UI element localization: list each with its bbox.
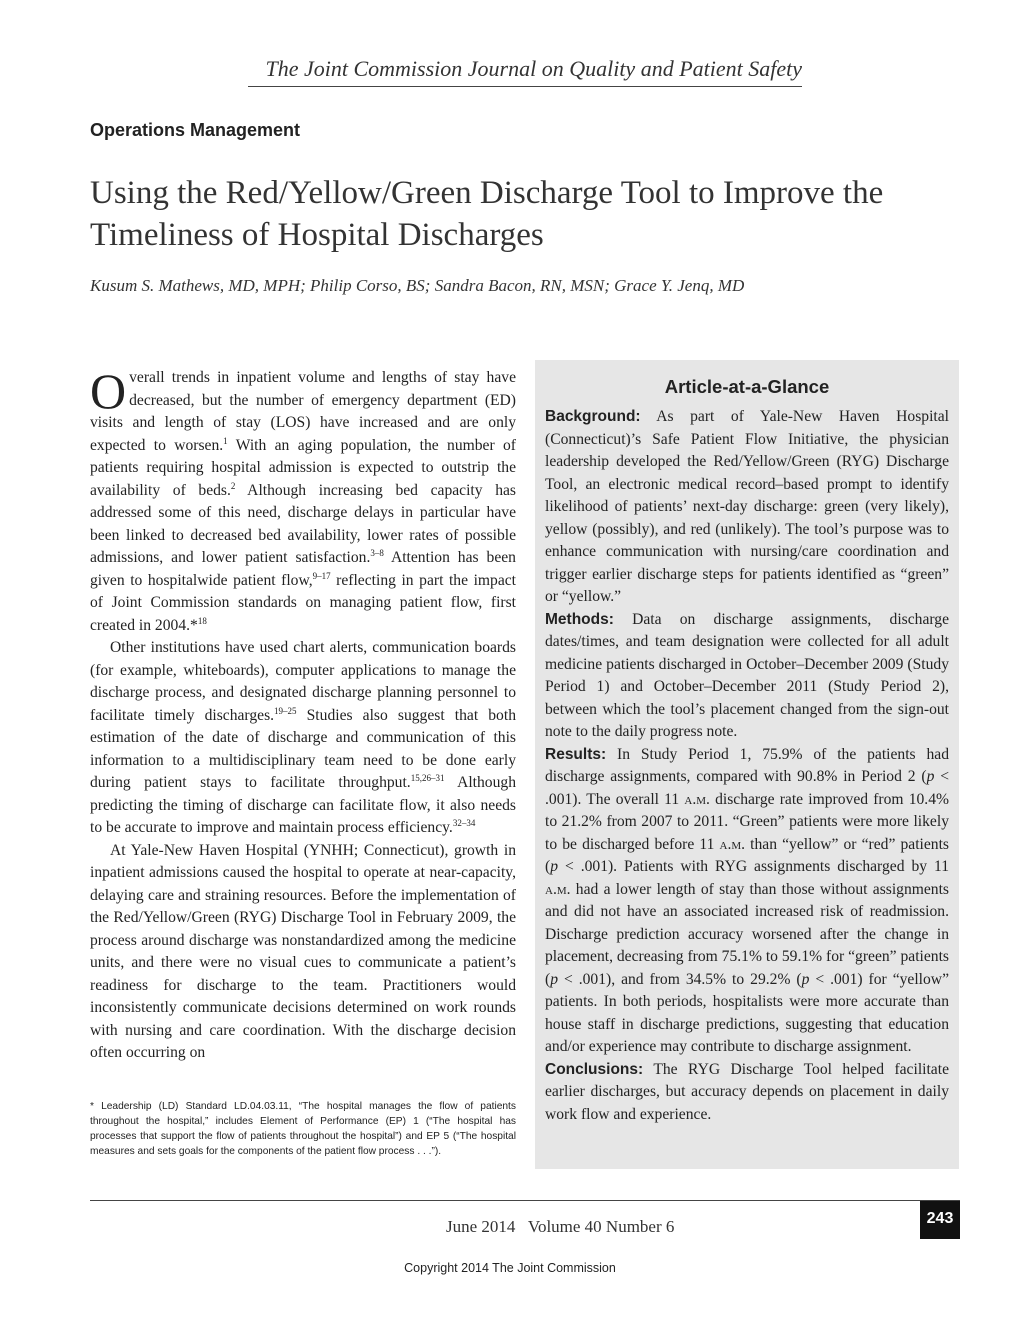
citation: 32–34 bbox=[452, 818, 476, 828]
page-number: 243 bbox=[920, 1201, 960, 1239]
time-abbrev: a.m. bbox=[719, 835, 746, 853]
glance-results bbox=[545, 744, 949, 1059]
drop-cap: O bbox=[90, 363, 127, 419]
citation: 18 bbox=[197, 615, 207, 626]
text-run: Data on discharge assignments, discharge dates/times, and team designation were collected for all adult medicine patients discharged in October–December 2009 (Study Period 1) and October–December 2011 (Study Period 2), between which the tool’s placement changed from the sign-out note to the daily progress note. bbox=[545, 610, 949, 740]
p-value-symbol: p bbox=[550, 858, 558, 875]
text-run: than “yellow” or “red” patients ( bbox=[545, 835, 949, 875]
background-label: Background: bbox=[545, 408, 641, 425]
text-run: < .001), and from 34.5% to 29.2% ( bbox=[558, 970, 802, 988]
journal-title: The Joint Commission Journal on Quality and Patient Safety bbox=[265, 56, 802, 81]
text-run: < .001). The overall 11 bbox=[545, 768, 949, 808]
methods-label: Methods: bbox=[545, 610, 614, 628]
conclusions-label: Conclusions: bbox=[545, 1060, 644, 1078]
p-value-symbol: p bbox=[550, 970, 558, 988]
p-value-symbol: p bbox=[801, 970, 810, 988]
time-abbrev: a.m. bbox=[684, 790, 710, 808]
text-run: Other institutions have used chart alerts, communication boards (for example, whiteboards), computer applications to manage the discharge process, and designated discharge planning personnel to facilitate timely discharges. bbox=[90, 639, 516, 724]
text-run: Although increasing bed capacity has addressed some of this need, discharge delays in particular have been linked to decreased bed availability, lower rates of possible admissions, and lower patient satisfaction. bbox=[90, 481, 516, 566]
body-column bbox=[90, 363, 516, 1065]
citation: 1 bbox=[223, 435, 228, 446]
text-run: had a lower length of stay than those without assignments and did not have an associated increased risk of readmission. Discharge prediction accuracy worsened after the change in placement, decreasing from 75.1% to 59.1% for “green” patients ( bbox=[545, 880, 949, 988]
footer-rule bbox=[90, 1200, 960, 1201]
glance-methods bbox=[545, 609, 949, 744]
author-list: Kusum S. Mathews, MD, MPH; Philip Corso, BS; Sandra Bacon, RN, MSN; Grace Y. Jenq, MD bbox=[90, 276, 745, 295]
glance-background bbox=[545, 406, 949, 609]
results-label: Results: bbox=[545, 745, 607, 763]
glance-title: Article-at-a-Glance bbox=[664, 376, 830, 397]
text-run: The RYG Discharge Tool helped facilitate earlier discharges, but accuracy depends on placement in daily work flow and experience. bbox=[545, 1060, 949, 1123]
body-paragraph-2 bbox=[90, 637, 516, 840]
text-run: Studies also suggest that both estimation of the date of discharge and communication of this information to a multidisciplinary team need to be done early during patient stays to facilitate throughput. bbox=[90, 706, 516, 791]
text-run: discharge rate improved from 10.4% to 21.2% from 2007 to 2011. “Green” patients were more likely to be discharged before 11 bbox=[545, 790, 949, 853]
section-label: Operations Management bbox=[90, 120, 301, 140]
citation: 15,26–31 bbox=[410, 773, 445, 783]
body-paragraph-3: At Yale-New Haven Hospital (YNHH; Connecticut), growth in inpatient admissions caused the hospital to operate at near-capacity, delaying care and straining resources. Before the implementation of the Red/Yellow/Green (RYG) Discharge Tool in February 2009, the process around discharge was nonstandardized among the medicine units, and there were no visual cues to communicate a patient’s readiness for discharge to the team. Practitioners would inconsistently communicate decisions determined on work rounds with nursing and care coordination. With the discharge decision often occurring on bbox=[90, 841, 516, 1061]
citation: 2 bbox=[230, 480, 236, 491]
text-run: Attention has been given to hospitalwide patient flow, bbox=[90, 549, 516, 589]
copyright-notice: Copyright 2014 The Joint Commission bbox=[404, 1261, 616, 1275]
text-run: reflecting in part the impact of Joint Commission standards on managing patient flow, first created in 2004.* bbox=[90, 571, 516, 634]
text-run: As part of Yale-New Haven Hospital (Connecticut)’s Safe Patient Flow Initiative, the physician leadership developed the Red/Yellow/Green (RYG) Discharge Tool, an electronic medical record–based prompt to identify likelihood of patients’ next-day discharge: green (very likely), yellow (possibly), and red (unlikely). The tool’s purpose was to enhance communication with nursing/care coordination and trigger earlier discharge steps for patients identified as “green” or “yellow.” bbox=[545, 408, 949, 605]
text-run: With an aging population, the number of patients requiring hospital admission is expected to outstrip the availability of beds. bbox=[90, 436, 516, 499]
text-run: < .001). Patients with RYG assignments discharged by 11 bbox=[558, 858, 949, 875]
header-rule bbox=[248, 86, 802, 87]
text-run: In Study Period 1, 75.9% of the patients had discharge assignments, compared with 90.8% in Period 2 ( bbox=[545, 745, 949, 785]
body-paragraph-1 bbox=[90, 363, 516, 637]
time-abbrev: a.m. bbox=[545, 880, 571, 898]
citation: 19–25 bbox=[274, 705, 297, 716]
text-run: Although predicting the timing of discharge can facilitate flow, it also needs to be accurate to improve and maintain process efficiency. bbox=[90, 774, 516, 836]
footnote: * Leadership (LD) Standard LD.04.03.11, “The hospital manages the flow of patients throughout the hospital,” includes Element of Performance (EP) 1 (“The hospital has processes that support the flow of patients throughout the hospital”) and EP 5 (“The hospital measures and sets goals for the components of the patient flow process . . .”). bbox=[90, 1101, 516, 1157]
citation: 9–17 bbox=[312, 570, 331, 581]
citation: 3–8 bbox=[370, 548, 384, 558]
p-value-symbol: p bbox=[926, 768, 935, 785]
article-title: Using the Red/Yellow/Green Discharge Tool to Improve the Timeliness of Hospital Discharges bbox=[90, 175, 884, 253]
issue-info: June 2014 Volume 40 Number 6 bbox=[446, 1217, 675, 1236]
text-run: verall trends in inpatient volume and lengths of stay have decreased, but the number of emergency department (ED) visits and length of stay (LOS) have increased and are only expected to worsen. bbox=[90, 369, 516, 454]
article-at-a-glance-box bbox=[535, 360, 959, 1169]
glance-conclusions bbox=[545, 1059, 949, 1127]
text-run: < .001) for “yellow” patients. In both periods, hospitalists were more accurate than house staff in discharge predictions, suggesting that education and/or experience may contribute to discharge assignment. bbox=[545, 970, 949, 1055]
